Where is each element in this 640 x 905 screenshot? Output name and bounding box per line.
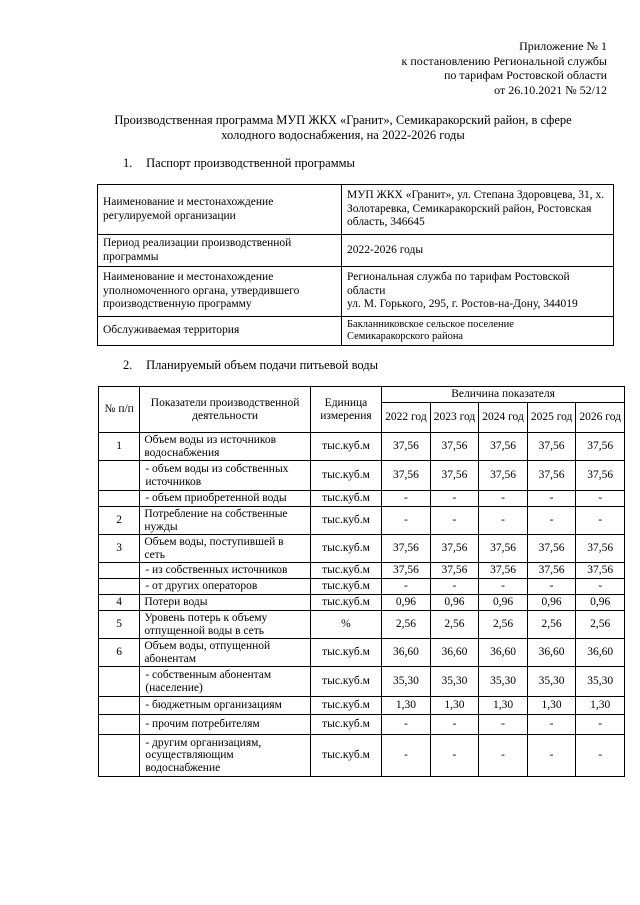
row-value: 36,60 [382, 639, 431, 667]
passport-table [97, 184, 614, 346]
row-value: 37,56 [430, 461, 479, 491]
row-value: 35,30 [527, 667, 576, 697]
row-value: 35,30 [479, 667, 528, 697]
row-value: 35,30 [430, 667, 479, 697]
row-num: 2 [99, 507, 140, 535]
row-value: 37,56 [527, 433, 576, 461]
header-unit: Единица измерения [310, 387, 381, 433]
row-unit: тыс.куб.м [310, 579, 381, 595]
row-unit: тыс.куб.м [310, 491, 381, 507]
row-value: 37,56 [576, 461, 625, 491]
row-name: - объем воды из собственных источников [140, 461, 311, 491]
document-title [98, 113, 588, 143]
passport-label: Обслуживаемая территория [98, 317, 342, 346]
passport-label: Период реализации производственной программы [98, 235, 342, 267]
row-name: Объем воды, поступившей в сеть [140, 535, 311, 563]
row-name: Потери воды [140, 595, 311, 611]
row-num [99, 563, 140, 579]
row-num [99, 491, 140, 507]
row-value: 37,56 [527, 563, 576, 579]
row-value: - [527, 491, 576, 507]
table-row [99, 535, 625, 563]
row-value: - [382, 735, 431, 777]
table-row [99, 579, 625, 595]
row-value: - [576, 715, 625, 735]
row-value: 37,56 [430, 535, 479, 563]
row-name: - бюджетным организациям [140, 697, 311, 715]
row-unit: тыс.куб.м [310, 461, 381, 491]
row-value: - [430, 491, 479, 507]
row-num: 5 [99, 611, 140, 639]
section-title-text: Паспорт производственной программы [146, 156, 355, 170]
passport-label: Наименование и местонахождение регулируемой организации [98, 185, 342, 235]
row-value: 0,96 [479, 595, 528, 611]
row-value: 2,56 [576, 611, 625, 639]
appendix-line: от 26.10.2021 № 52/12 [494, 82, 607, 97]
passport-value: 2022-2026 годы [342, 235, 614, 267]
row-value: - [527, 579, 576, 595]
passport-value-line: Региональная служба по тарифам Ростовской области [347, 271, 570, 297]
passport-value: МУП ЖКХ «Гранит», ул. Степана Здоровцева, 31, х. Золотаревка, Семикаракорский район, Ростовская область, 346645 [342, 185, 614, 235]
row-value: 37,56 [479, 461, 528, 491]
row-value: 37,56 [382, 433, 431, 461]
row-num [99, 735, 140, 777]
header-group: Величина показателя [382, 387, 625, 403]
row-value: 37,56 [576, 433, 625, 461]
row-value: 37,56 [430, 563, 479, 579]
row-name: - прочим потребителям [140, 715, 311, 735]
row-num [99, 461, 140, 491]
row-value: - [576, 507, 625, 535]
row-value: 37,56 [576, 535, 625, 563]
section-1-title [123, 156, 355, 171]
table-row [99, 595, 625, 611]
row-value: 37,56 [479, 433, 528, 461]
row-value: 2,56 [382, 611, 431, 639]
header-year: 2024 год [479, 403, 528, 433]
row-value: 2,56 [527, 611, 576, 639]
section-title-text: Планируемый объем подачи питьевой воды [146, 358, 379, 372]
row-value: - [430, 507, 479, 535]
table-row [99, 735, 625, 777]
row-value: 1,30 [527, 697, 576, 715]
row-unit: тыс.куб.м [310, 667, 381, 697]
table-row [98, 235, 614, 267]
row-num [99, 697, 140, 715]
row-unit: тыс.куб.м [310, 595, 381, 611]
row-unit: тыс.куб.м [310, 563, 381, 579]
row-value: - [382, 715, 431, 735]
row-unit: тыс.куб.м [310, 507, 381, 535]
header-num: № п/п [99, 387, 140, 433]
row-value: - [430, 715, 479, 735]
row-name: - из собственных источников [140, 563, 311, 579]
table-row [99, 715, 625, 735]
row-value: 37,56 [382, 535, 431, 563]
table-row [99, 667, 625, 697]
row-name: Объем воды из источников водоснабжения [140, 433, 311, 461]
row-value: - [527, 507, 576, 535]
row-value: - [382, 507, 431, 535]
section-number: 1. [123, 156, 133, 170]
row-value: 36,60 [430, 639, 479, 667]
header-year: 2025 год [527, 403, 576, 433]
header-year: 2023 год [430, 403, 479, 433]
row-value: - [430, 579, 479, 595]
appendix-header [402, 39, 607, 97]
row-name: - объем приобретенной воды [140, 491, 311, 507]
table-row [99, 433, 625, 461]
row-num [99, 667, 140, 697]
row-value: 37,56 [527, 535, 576, 563]
row-value: 37,56 [479, 563, 528, 579]
volume-table [98, 386, 625, 777]
appendix-line: по тарифам Ростовской области [443, 68, 607, 82]
table-row [98, 267, 614, 317]
row-value: 35,30 [382, 667, 431, 697]
row-value: - [430, 735, 479, 777]
row-value: - [527, 735, 576, 777]
table-row [99, 697, 625, 715]
table-row [99, 563, 625, 579]
row-unit: тыс.куб.м [310, 535, 381, 563]
passport-label: Наименование и местонахождение уполномоченного органа, утвердившего производственную программу [98, 267, 342, 317]
row-value: 36,60 [527, 639, 576, 667]
row-value: 37,56 [527, 461, 576, 491]
row-value: 37,56 [430, 433, 479, 461]
row-value: 36,60 [576, 639, 625, 667]
row-value: - [527, 715, 576, 735]
row-num [99, 579, 140, 595]
section-number: 2. [123, 358, 133, 372]
appendix-line: Приложение № 1 [519, 39, 607, 53]
row-value: 37,56 [382, 461, 431, 491]
row-value: - [576, 735, 625, 777]
row-name: Уровень потерь к объему отпущенной воды в сеть [140, 611, 311, 639]
row-num: 1 [99, 433, 140, 461]
row-value: 37,56 [576, 563, 625, 579]
row-value: 1,30 [430, 697, 479, 715]
row-value: - [479, 507, 528, 535]
row-value: 1,30 [479, 697, 528, 715]
row-name: - от других операторов [140, 579, 311, 595]
row-unit: тыс.куб.м [310, 697, 381, 715]
passport-value [342, 317, 614, 346]
row-name: - другим организациям, осуществляющим водоснабжение [140, 735, 311, 777]
row-value: - [382, 491, 431, 507]
row-unit: тыс.куб.м [310, 735, 381, 777]
row-value: 0,96 [430, 595, 479, 611]
passport-value-line: Бакланниковское сельское поселение [347, 319, 514, 330]
row-value: - [576, 491, 625, 507]
row-name: Потребление на собственные нужды [140, 507, 311, 535]
row-name: - собственным абонентам (население) [140, 667, 311, 697]
row-value: - [479, 715, 528, 735]
title-line: Производственная программа МУП ЖКХ «Гранит», Семикаракорский район, в сфере [114, 113, 572, 127]
row-unit: % [310, 611, 381, 639]
header-year: 2026 год [576, 403, 625, 433]
row-value: 1,30 [576, 697, 625, 715]
row-num: 6 [99, 639, 140, 667]
header-year: 2022 год [382, 403, 431, 433]
row-value: 2,56 [479, 611, 528, 639]
row-num [99, 715, 140, 735]
section-2-title [123, 358, 378, 373]
row-value: 36,60 [479, 639, 528, 667]
row-value: - [479, 491, 528, 507]
row-value: 1,30 [382, 697, 431, 715]
row-name: Объем воды, отпущенной абонентам [140, 639, 311, 667]
table-row [98, 185, 614, 235]
title-line: холодного водоснабжения, на 2022-2026 годы [221, 128, 465, 142]
row-unit: тыс.куб.м [310, 639, 381, 667]
row-value: 37,56 [479, 535, 528, 563]
table-row [99, 507, 625, 535]
row-value: 0,96 [382, 595, 431, 611]
row-num: 4 [99, 595, 140, 611]
row-unit: тыс.куб.м [310, 433, 381, 461]
row-value: - [576, 579, 625, 595]
passport-value-line: ул. М. Горького, 295, г. Ростов-на-Дону, 344019 [347, 298, 578, 311]
appendix-line: к постановлению Региональной службы [401, 53, 607, 68]
table-row [99, 491, 625, 507]
table-row [99, 639, 625, 667]
row-value: - [382, 579, 431, 595]
passport-value [342, 267, 614, 317]
row-unit: тыс.куб.м [310, 715, 381, 735]
header-name: Показатели производственной деятельности [140, 387, 311, 433]
table-header-row [99, 387, 625, 403]
row-value: - [479, 579, 528, 595]
table-row [99, 461, 625, 491]
row-value: 35,30 [576, 667, 625, 697]
row-value: 0,96 [527, 595, 576, 611]
row-value: - [479, 735, 528, 777]
table-row [98, 317, 614, 346]
row-value: 2,56 [430, 611, 479, 639]
row-num: 3 [99, 535, 140, 563]
passport-value-line: Семикаракорского района [347, 331, 464, 342]
table-row [99, 611, 625, 639]
row-value: 37,56 [382, 563, 431, 579]
row-value: 0,96 [576, 595, 625, 611]
